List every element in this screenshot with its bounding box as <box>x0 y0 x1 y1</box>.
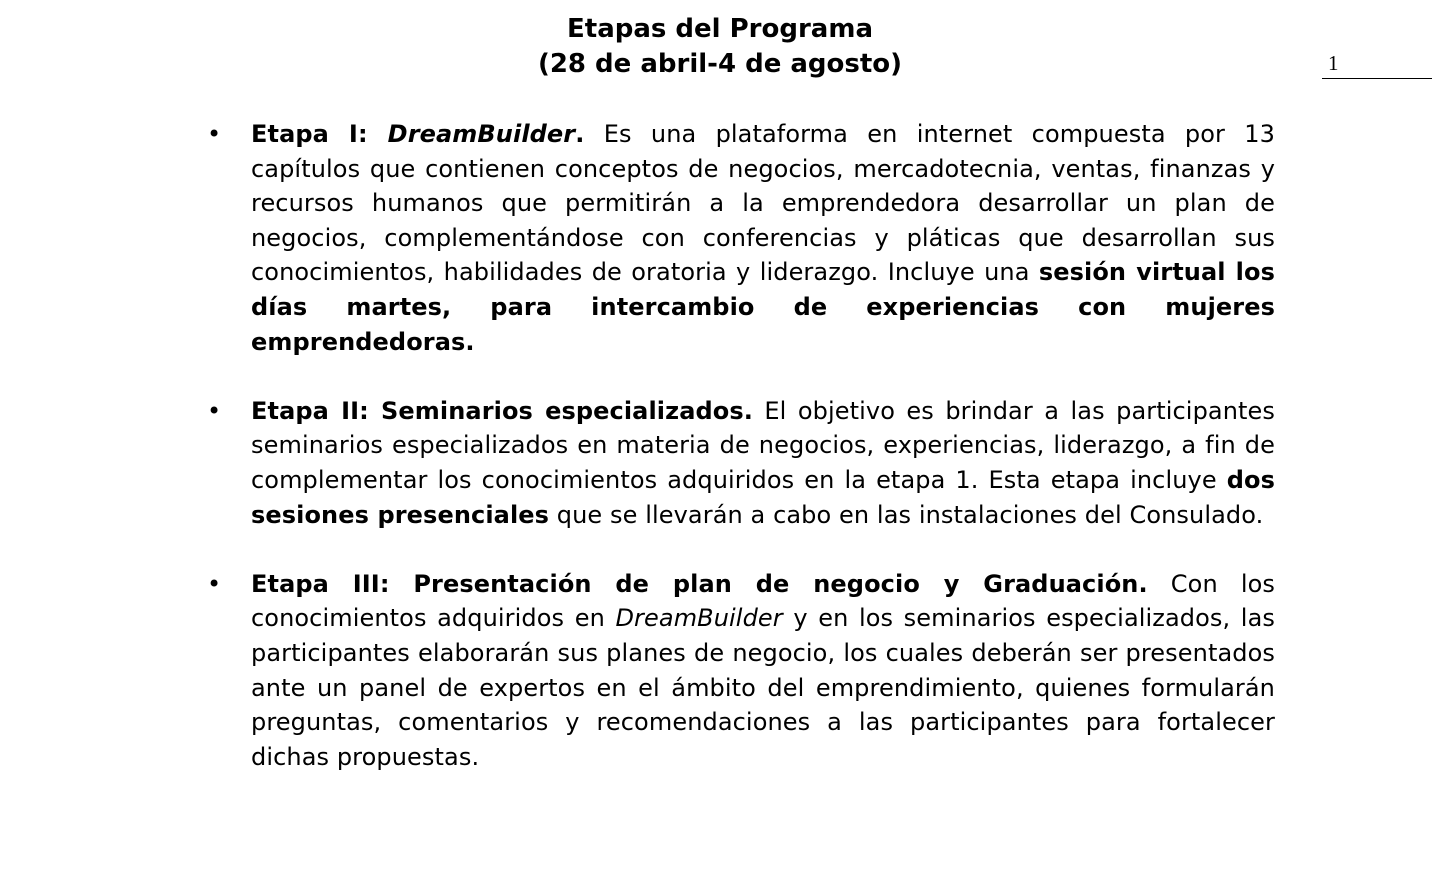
stage-text-bold: dos sesiones presenciales <box>251 465 1275 529</box>
bullet-icon: • <box>207 396 222 425</box>
document-title <box>400 12 1040 82</box>
stage-heading-end: . <box>575 120 585 148</box>
stage-text: El objetivo es brindar a las participantes seminarios especializados en materia de negocios, experiencias, liderazgo, a fin de complementar los conocimientos adquiridos en la etapa 1. Esta etapa incluye <box>251 396 1276 494</box>
stage-item-2 <box>207 394 1276 532</box>
stage-text-bold: sesión virtual los días martes, para intercambio de experiencias con mujeres emprendedoras. <box>251 258 1275 356</box>
stage-heading: Etapa III: Presentación de plan de negocio y Graduación. <box>251 569 1148 598</box>
stages-list <box>207 117 1276 774</box>
stage-heading-italic: DreamBuilder <box>387 120 576 148</box>
bullet-icon: • <box>207 120 222 148</box>
title-line-1: Etapas del Programa <box>567 14 873 44</box>
stage-heading: Etapa II: Seminarios especializados. <box>251 396 753 425</box>
stage-text: Es una plataforma en internet compuesta por 13 capítulos que contienen conceptos de negocios, mercadotecnia, ventas, finanzas y recursos humanos que permitirán a la emprendedora desarrollar un plan de negocios, complementándose con conferencias y pláticas que desarrollan sus conocimientos, habilidades de oratoria y liderazgo. Incluye una <box>251 120 1276 287</box>
stage-heading: Etapa I: <box>251 120 388 148</box>
page-number: 1 <box>1322 48 1432 79</box>
stage-item-3 <box>207 567 1275 775</box>
stage-text: que se llevarán a cabo en las instalaciones del Consulado. <box>549 500 1264 529</box>
bullet-icon: • <box>207 569 222 598</box>
stage-text: Con los conocimientos adquiridos en <box>251 569 1275 633</box>
stage-text: y en los seminarios especializados, las participantes elaborarán sus planes de negocio, los cuales deberán ser presentados ante un panel de expertos en el ámbito del emprendimiento, quienes formularán preguntas, comentarios y recomendaciones a las participantes para fortalecer dichas propuestas. <box>251 604 1275 771</box>
stage-item-1 <box>207 117 1276 359</box>
title-line-2: (28 de abril-4 de agosto) <box>537 49 903 79</box>
stage-text-italic: DreamBuilder <box>615 604 783 633</box>
